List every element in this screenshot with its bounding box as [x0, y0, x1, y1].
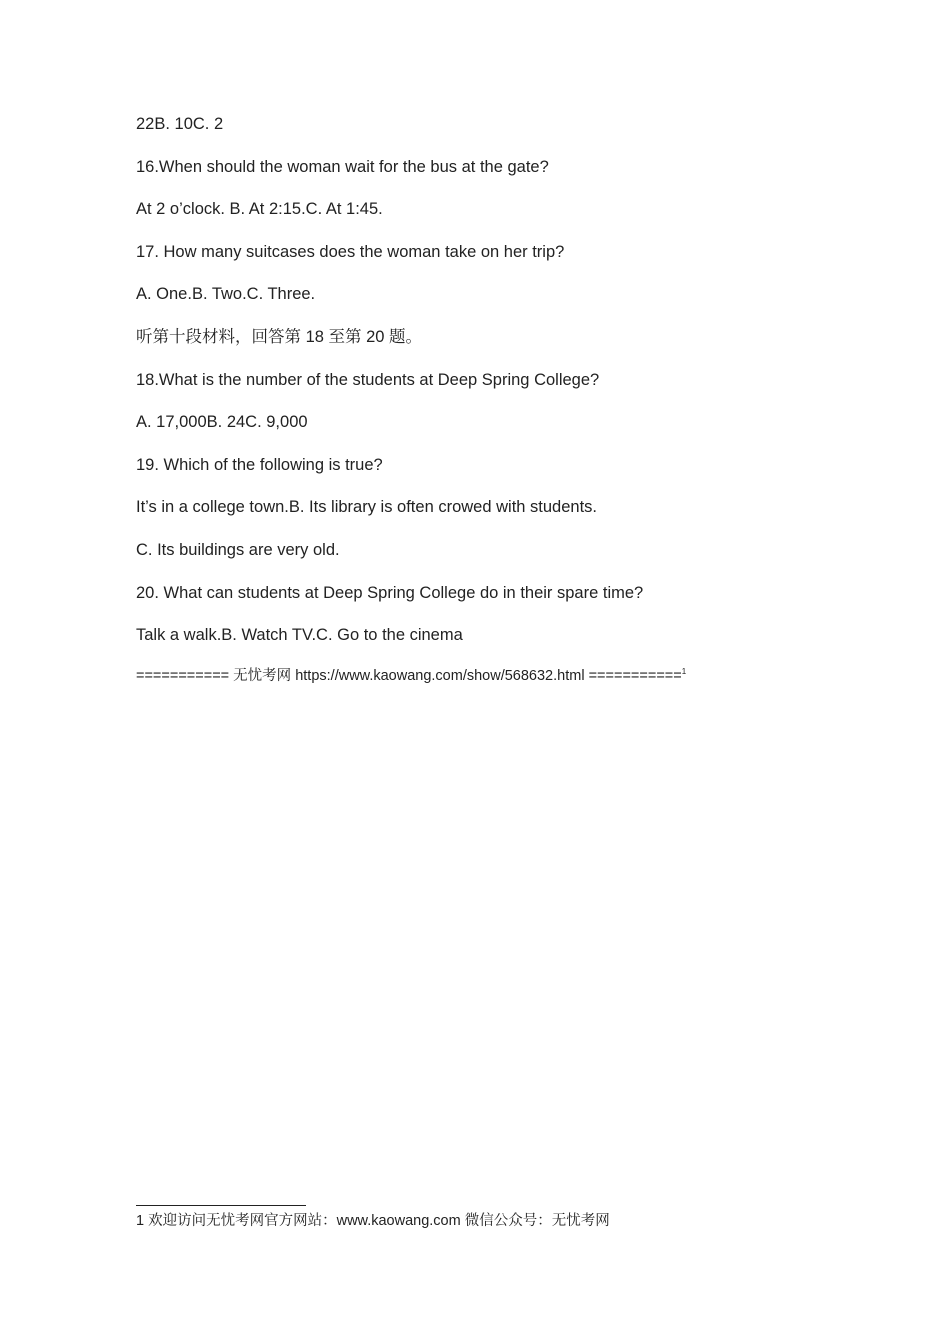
- footnote: 1 欢迎访问无忧考网官方网站：www.kaowang.com 微信公众号：无忧考网: [136, 1213, 610, 1229]
- question-17: 17. How many suitcases does the woman take on her trip?: [136, 242, 565, 261]
- question-16: 16.When should the woman wait for the bus at the gate?: [136, 157, 549, 176]
- footnote-marker: 1: [681, 666, 687, 676]
- text-line: 22B. 10C. 2: [136, 115, 224, 133]
- question-19: 19. Which of the following is true?: [136, 455, 383, 474]
- source-line-text: =========== 无忧考网 https://www.kaowang.com/show/568632.html ===========: [136, 667, 682, 684]
- question-18: 18.What is the number of the students at Deep Spring College?: [136, 370, 600, 389]
- options-18: A. 17,000B. 24C. 9,000: [136, 413, 308, 432]
- options-17: A. One.B. Two.C. Three.: [136, 285, 316, 304]
- options-19-c: C. Its buildings are very old.: [136, 540, 340, 559]
- page-content: [136, 114, 836, 708]
- section-instruction: 听第十段材料，回答第 18 至第 20 题。: [136, 327, 423, 346]
- source-line: [136, 666, 836, 686]
- options-16: At 2 o’clock. B. At 2:15.C. At 1:45.: [136, 200, 383, 219]
- options-20: Talk a walk.B. Watch TV.C. Go to the cinema: [136, 626, 463, 645]
- question-20: 20. What can students at Deep Spring College do in their spare time?: [136, 583, 644, 602]
- options-19-ab: It’s in a college town.B. Its library is often crowed with students.: [136, 498, 597, 517]
- footnote-divider: [136, 1205, 306, 1206]
